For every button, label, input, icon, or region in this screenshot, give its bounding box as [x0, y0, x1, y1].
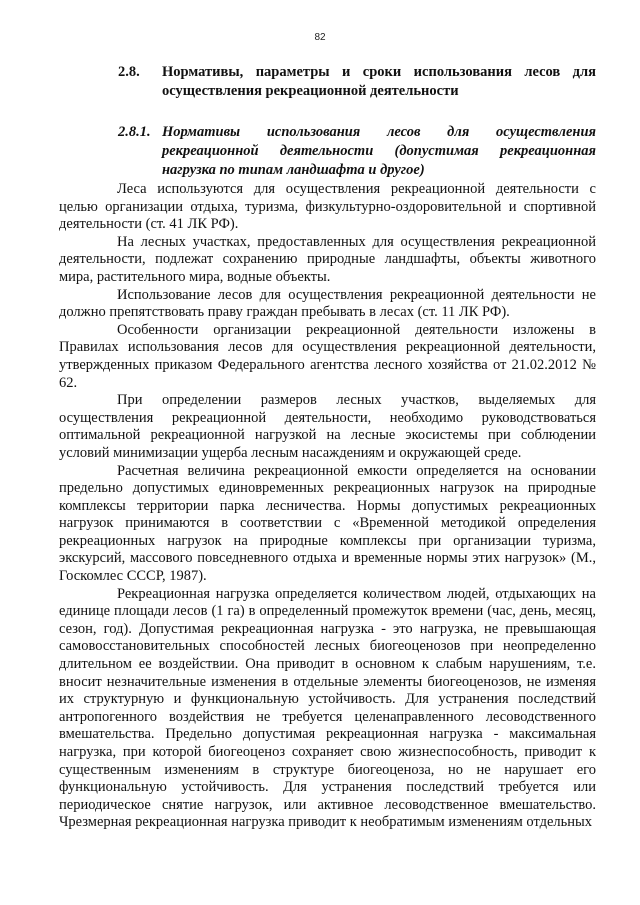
- subsection-number: 2.8.1.: [118, 124, 151, 140]
- section-heading: [118, 63, 596, 101]
- section-title: Нормативы, параметры и сроки использования лесов для осуществления рекреационной деятельности: [162, 64, 596, 99]
- paragraph: При определении размеров лесных участков, выделяемых для осуществления рекреационной деятельности, необходимо руководствоваться оптимальной рекреационной нагрузкой на лесные экосистемы при соблюдении условий минимизации ущерба лесным насаждениям и окружающей среде.: [59, 392, 596, 461]
- paragraph: На лесных участках, предоставленных для осуществления рекреационной деятельности, подлежат сохранению природные ландшафты, объекты животного мира, растительного мира, водные объекты.: [59, 233, 596, 285]
- section-number: 2.8.: [118, 64, 140, 80]
- paragraph: Леса используются для осуществления рекреационной деятельности с целью организации отдыха, туризма, физкультурно-оздоровительной и спортивной деятельности (ст. 41 ЛК РФ).: [59, 181, 596, 233]
- page-number: 82: [314, 32, 326, 43]
- paragraph: Рекреационная нагрузка определяется количеством людей, отдыхающих на единице площади лесов (1 га) в определенный промежуток времени (час, день, месяц, сезон, год). Допустимая рекреационная нагрузка - это нагрузка, не превышающая самовосстановительных способностей лесных биогеоценозов при неопределенно длительном ее воздействии. Она приводит в основном к слабым нарушениям, т.е. вносит незначительные изменения в отдельные элементы биогеоценозов, не изменяя их структурную и функциональную устойчивость. Для устранения последствий антропогенного воздействия не требуется целенаправленного лесоводственного вмешательства. Предельно допустимая рекреационная нагрузка - максимальная нагрузка, при которой биогеоценоз сохраняет свою жизнеспособность, приводит к существенным изменениям в структуре биогеоценоза, но не нарушает его функциональную устойчивость. Для устранения последствий требуется или периодическое снятие нагрузок, или активное лесоводственное вмешательство. Чрезмерная рекреационная нагрузка приводит к необратимым изменениям отдельных: [59, 585, 596, 831]
- subsection-title: Нормативы использования лесов для осуществления рекреационной деятельности (допустимая рекреационная нагрузка по типам ландшафта и другое): [162, 124, 596, 178]
- body-text: [59, 181, 596, 832]
- paragraph: Особенности организации рекреационной деятельности изложены в Правилах использования лесов для осуществления рекреационной деятельности, утвержденных приказом Федерального агентства лесного хозяйства от 21.02.2012 № 62.: [59, 321, 596, 391]
- subsection-heading: [118, 123, 596, 180]
- paragraph: Расчетная величина рекреационной емкости определяется на основании предельно допустимых единовременных рекреационных нагрузок на природные комплексы территории парка лесничества. Нормы допустимых рекреационных нагрузок принимаются в соответствии с «Временной методикой определения рекреационных нагрузок на природные комплексы при организации туризма, экскурсий, массового повседневного отдыха и временные нормы этих нагрузок» (М., Госкомлес СССР, 1987).: [59, 462, 596, 585]
- paragraph: Использование лесов для осуществления рекреационной деятельности не должно препятствовать праву граждан пребывать в лесах (ст. 11 ЛК РФ).: [59, 286, 596, 321]
